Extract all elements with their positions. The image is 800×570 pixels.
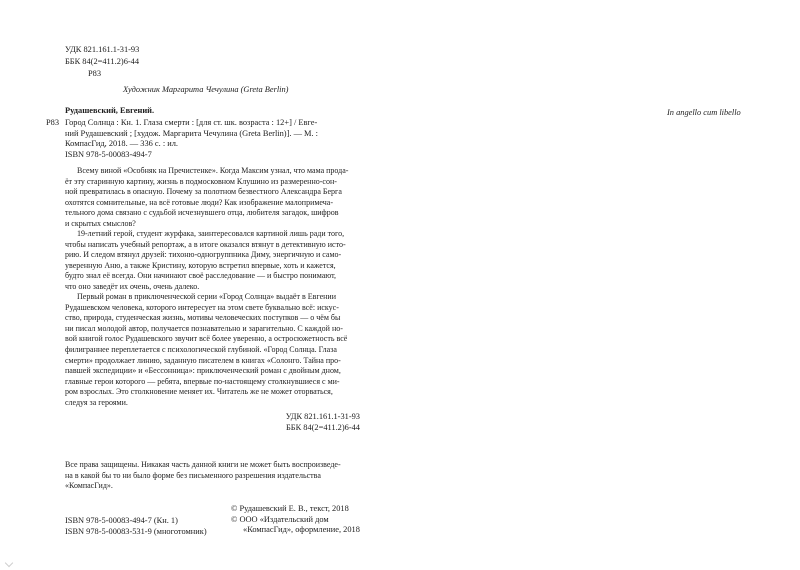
annotation-line: ёт эту старинную картину, жизнь в подмосковном Клушино из размеренно-сон- [65, 176, 337, 186]
annotation-line: главные герои которого — ребята, впервые по-настоящему столкнувшиеся с ми- [65, 376, 340, 386]
rights-line: на в какой бы то ни было форме без письменного разрешения издательства [65, 470, 321, 480]
author-sign-code: Р83 [88, 69, 102, 78]
bbk-code: ББК 84(2=411.2)6-44 [65, 57, 140, 66]
rights-line: Все права защищены. Никакая часть данной книги не может быть воспроизведе- [65, 460, 341, 469]
isbn-book: ISBN 978-5-00083-494-7 (Кн. 1) [65, 516, 178, 525]
annotation-line: Первый роман в приключенческой серии «Город Солнца» выдаёт в Евгении [77, 292, 336, 301]
catalog-record [65, 118, 365, 160]
annotation-paragraph-2 [65, 229, 365, 293]
footer-codes [235, 412, 360, 433]
catalog-line: КомпасГид, 2018. — 336 с. : ил. [65, 139, 179, 149]
annotation-line: вой книгой голос Рудашевского звучит всё более уверенно, а остросюжетность всё [65, 334, 348, 344]
isbn-series: ISBN 978-5-00083-531-9 (многотомник) [65, 526, 207, 536]
catalog-isbn: ISBN 978-5-00083-494-7 [65, 149, 152, 159]
annotation-line: тельного дома связано с судьбой исчезнувшего отца, любителя загадок, шифров [65, 208, 339, 218]
annotation-line: Всему виной «Особняк на Пречистенке». Когда Максим узнал, что мама прода- [77, 166, 349, 175]
annotation-line: чтобы написать учебный репортаж, а в итоге оказался втянут в детективную исто- [65, 239, 346, 249]
catalog-code: Р83 [46, 118, 60, 127]
annotation-line: ной превратилась в опасную. Почему за полотном безвестного Александра Берга [65, 187, 342, 197]
catalog-line: Город Солнца : Кн. 1. Глаза смерти : [для ст. шк. возраста : 12+] / Евге- [65, 118, 318, 127]
annotation-line: ром взрослых. Это столкновение меняет их. Читатель же не может оторваться, [65, 387, 333, 397]
annotation-line: уверенную Аню, а также Кристину, которую встретил впервые, хоть и кажется, [65, 260, 336, 270]
annotation-line: павшей экспедиции» и «Бессонница»: приключенческий роман с двойным дном, [65, 366, 341, 376]
annotation-paragraph-3 [65, 292, 365, 409]
annotation-line: охотятся сомнительные, на всё готовые люди? Как изображение малопримеча- [65, 197, 334, 207]
annotation-line: Рудашевском человека, которого интересует на этом свете буквально всё: искус- [65, 302, 339, 312]
rights-line: «КомпасГид». [65, 481, 113, 491]
udk-code: УДК 821.161.1-31-93 [65, 45, 140, 54]
annotation-line: филиграннее переплетается с психологической глубиной. «Город Солнца. Глаза [65, 344, 337, 354]
copyright-text: © Рудашевский Е. В., текст, 2018 [231, 504, 349, 513]
catalog-author: Рудашевский, Евгений. [65, 106, 155, 115]
annotation-line: и скрытых смыслов? [65, 218, 136, 228]
annotation-line: следуя за героями. [65, 397, 128, 407]
footer-bbk: ББК 84(2=411.2)6-44 [285, 422, 360, 432]
artist-credit: Художник Маргарита Чечулина (Greta Berlin) [123, 85, 289, 94]
footer-udk: УДК 821.161.1-31-93 [285, 412, 360, 421]
copyright-design-cont: «КомпасГид», оформление, 2018 [243, 525, 360, 535]
copyright-design: © ООО «Издательский дом [231, 514, 329, 524]
copyright-block [231, 504, 371, 536]
annotation-line: рию. И следом втянул друзей: тихоню-одногруппника Диму, энергичную и само- [65, 250, 342, 260]
rights-notice [65, 460, 365, 492]
epigraph: In angello cum libello [667, 108, 741, 117]
annotation-line: ни писал молодой автор, получается познавательно и зарагительно. С каждой но- [65, 323, 343, 333]
annotation-line: что оно заведёт их очень, очень далеко. [65, 281, 200, 291]
annotation-paragraph-1 [65, 166, 365, 230]
annotation-line: будто знал её всегда. Они начинают своё расследование — и быстро понимают, [65, 271, 337, 281]
annotation-line: смерти» продолжает линию, заданную писателем в книгах «Солонго. Тайна про- [65, 355, 341, 365]
annotation-line: 19-летний герой, студент журфака, заинтересовался картиной лишь ради того, [77, 229, 345, 238]
corner-mark-icon [5, 559, 13, 567]
isbn-block [65, 516, 225, 537]
catalog-line: ний Рудашевский ; [худож. Маргарита Чечулина (Greta Berlin)]. — М. : [65, 128, 318, 138]
annotation-line: ство, природа, студенческая жизнь, мотивы человеческих поступков — о чём бы [65, 313, 341, 323]
